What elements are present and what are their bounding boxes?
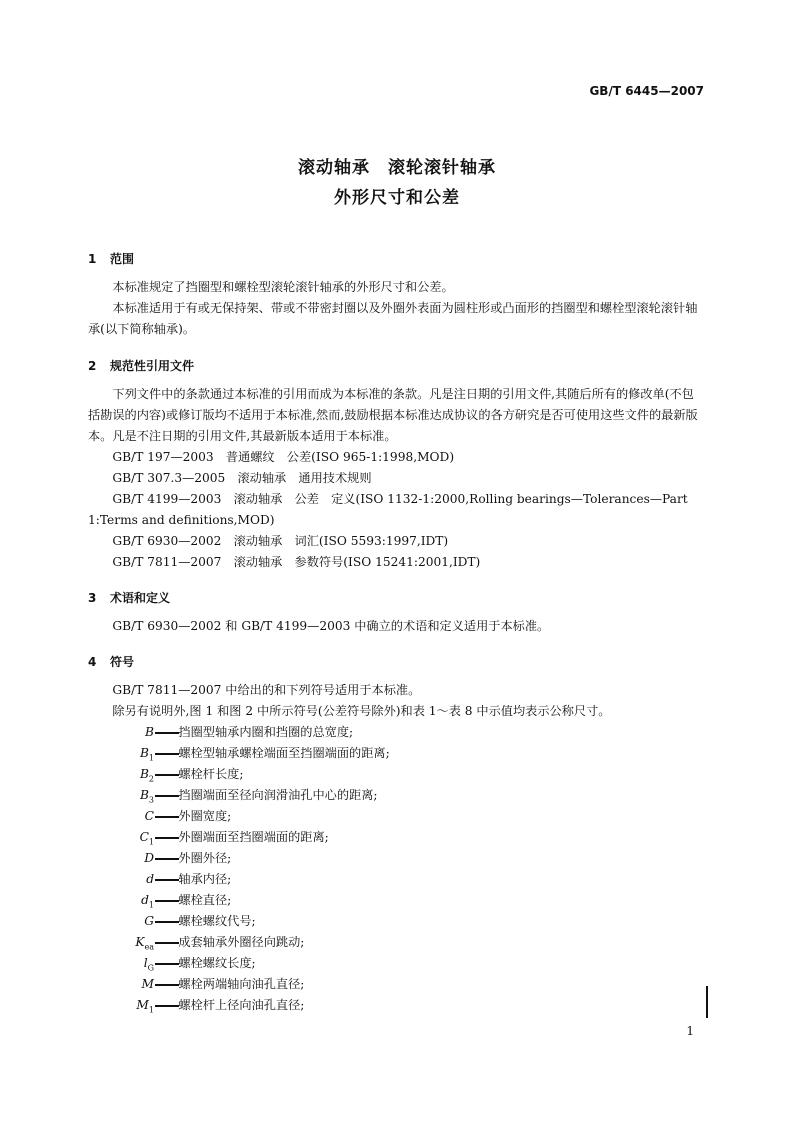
symbol-letter: B [145,725,154,739]
em-dash [154,848,178,869]
symbol [88,911,154,932]
symbol-item [88,869,702,890]
em-dash [154,869,178,890]
symbol-item [88,974,702,995]
symbol-subscript: 1 [148,900,154,910]
symbol-letter: M [136,998,149,1012]
em-dash [154,911,178,932]
symbol-subscript: 3 [148,795,154,805]
symbol [88,869,154,890]
symbol-item [88,932,702,953]
symbol-letter: B [139,746,149,760]
symbol-item [88,785,702,806]
symbol-description: 螺栓杆上径向油孔直径; [178,998,305,1012]
section-2-heading [88,357,194,374]
symbol-letter: M [141,977,154,991]
symbol-description: 螺栓直径; [178,893,232,907]
paragraph: GB/T 6930—2002 和 GB/T 4199—2003 中确立的术语和定义适用于本标准。 [112,619,550,633]
section-title: 范围 [110,252,135,266]
symbol-subscript: 1 [148,837,154,847]
em-dash [154,890,178,911]
paragraph: 本标准规定了挡圈型和螺栓型滚轮滚针轴承的外形尺寸和公差。 [112,280,454,294]
reference-item: GB/T 4199—2003 滚动轴承 公差 定义(ISO 1132-1:2000,Rolling bearings—Tolerances—Part 1:Terms and definitions,MOD) [88,492,688,527]
symbol-letter: D [144,851,154,865]
em-dash [154,722,178,743]
symbol-description: 外圈外径; [178,851,232,865]
symbol-description: 挡圈型轴承内圈和挡圈的总宽度; [178,725,354,739]
standard-number: GB/T 6445—2007 [589,84,704,98]
symbol-item [88,953,702,974]
symbol-item [88,743,702,764]
reference-item: GB/T 197—2003 普通螺纹 公差(ISO 965-1:1998,MOD) [112,450,455,464]
symbol-description: 螺栓杆长度; [178,767,244,781]
symbol-subscript: 1 [148,753,154,763]
symbol [88,848,154,869]
section-number: 3 [88,591,97,605]
symbol-item [88,995,702,1016]
em-dash [154,932,178,953]
document-title-line2: 外形尺寸和公差 [334,188,460,208]
symbol-description: 成套轴承外圈径向跳动; [178,935,305,949]
em-dash [154,974,178,995]
reference-item: GB/T 307.3—2005 滚动轴承 通用技术规则 [112,471,372,485]
symbol-item [88,764,702,785]
page-number: 1 [686,1024,694,1038]
symbol-subscript: 1 [148,1005,154,1015]
symbol [88,995,154,1020]
symbol-item [88,890,702,911]
section-3-heading [88,589,170,606]
symbol-description: 轴承内径; [178,872,232,886]
em-dash [154,953,178,974]
document-title-line1: 滚动轴承 滚轮滚针轴承 [298,158,496,178]
symbol-description: 螺栓螺纹代号; [178,914,256,928]
reference-item: GB/T 6930—2002 滚动轴承 词汇(ISO 5593:1997,IDT) [112,534,449,548]
symbol-item [88,806,702,827]
section-title: 术语和定义 [110,591,171,605]
symbol-letter: B [139,788,149,802]
em-dash [154,995,178,1016]
symbol-description: 螺栓两端轴向油孔直径; [178,977,305,991]
section-title: 符号 [110,655,135,669]
symbol-item [88,848,702,869]
em-dash [154,827,178,848]
symbol-item [88,722,702,743]
symbol [88,806,154,827]
symbol-subscript: G [147,963,154,973]
em-dash [154,806,178,827]
paragraph: 下列文件中的条款通过本标准的引用而成为本标准的条款。凡是注日期的引用文件,其随后所有的修改单(不包括勘误的内容)或修订版均不适用于本标准,然而,鼓励根据本标准达成协议的各方研究是否可使用这些文件的最新版本。凡是不注日期的引用文件,其最新版本适用于本标准。 [88,387,698,443]
paragraph: 除另有说明外,图 1 和图 2 中所示符号(公差符号除外)和表 1～表 8 中示值均表示公称尺寸。 [112,704,611,718]
symbol-letter: C [144,809,154,823]
symbol-letter: l [143,956,148,970]
symbol [88,974,154,995]
symbol-letter: d [141,893,149,907]
paragraph: 本标准适用于有或无保持架、带或不带密封圈以及外圈外表面为圆柱形或凸面形的挡圈型和螺栓型滚轮滚针轴承(以下简称轴承)。 [88,301,698,336]
symbol-description: 外圈宽度; [178,809,232,823]
section-title: 规范性引用文件 [110,359,195,373]
symbol-subscript: 2 [148,774,154,784]
section-number: 4 [88,655,97,669]
section-4-heading [88,653,134,670]
section-number: 2 [88,359,97,373]
em-dash [154,743,178,764]
symbol-description: 螺栓型轴承螺栓端面至挡圈端面的距离; [178,746,390,760]
paragraph: GB/T 7811—2007 中给出的和下列符号适用于本标准。 [112,683,421,697]
em-dash [154,785,178,806]
symbol-item [88,911,702,932]
section-1-heading [88,250,134,267]
symbol-letter: d [146,872,154,886]
symbol-description: 螺栓螺纹长度; [178,956,256,970]
symbol-letter: K [135,935,145,949]
symbol-letter: B [139,767,149,781]
em-dash [154,764,178,785]
symbol-item [88,827,702,848]
symbol-letter: G [144,914,154,928]
symbol-description: 外圈端面至挡圈端面的距离; [178,830,329,844]
symbol-letter: C [139,830,149,844]
section-number: 1 [88,252,97,266]
symbol-subscript: ea [144,942,154,952]
symbol-description: 挡圈端面至径向润滑油孔中心的距离; [178,788,378,802]
change-bar [706,986,708,1018]
symbol [88,722,154,743]
reference-item: GB/T 7811—2007 滚动轴承 参数符号(ISO 15241:2001,IDT) [112,555,481,569]
